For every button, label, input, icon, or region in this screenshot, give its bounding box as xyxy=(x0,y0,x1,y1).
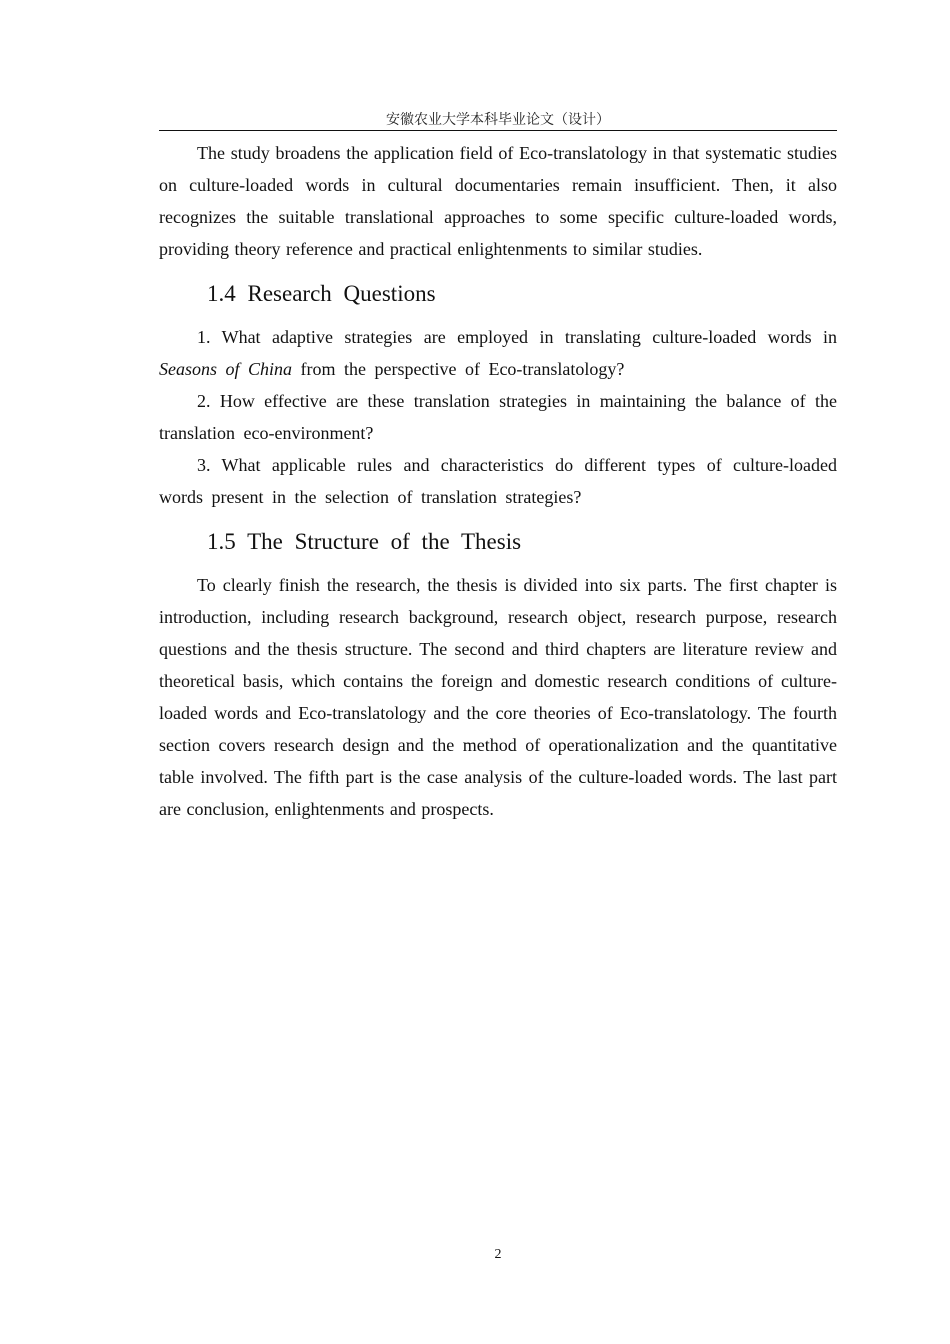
research-question-1 xyxy=(159,321,837,385)
research-question-3: 3. What applicable rules and characteristics do different types of culture-loaded words present in the selection of translation strategies? xyxy=(159,455,837,507)
question-1-text-end: from the perspective of Eco-translatology? xyxy=(292,359,625,379)
section-heading-thesis-structure: 1.5 The Structure of the Thesis xyxy=(207,529,522,554)
structure-paragraph: To clearly finish the research, the thesis is divided into six parts. The first chapter is introduction, including research background, research object, research purpose, research questions and the thesis structure. The second and third chapters are literature review and theoretical basis, which contains the foreign and domestic research conditions of culture-loaded words and Eco-translatology and the core theories of Eco-translatology. The fourth section covers research design and the method of operationalization and the quantitative table involved. The fifth part is the case analysis of the culture-loaded words. The last part are conclusion, enlightenments and prospects. xyxy=(159,575,837,819)
section-heading-research-questions: 1.4 Research Questions xyxy=(207,281,436,306)
question-1-text-start: 1. What adaptive strategies are employed in translating culture-loaded words in xyxy=(197,327,837,347)
research-question-2: 2. How effective are these translation strategies in maintaining the balance of the translation eco-environment? xyxy=(159,391,837,443)
header-rule xyxy=(159,130,837,131)
page-number: 2 xyxy=(494,1247,502,1262)
intro-paragraph: The study broadens the application field of Eco-translatology in that systematic studies on culture-loaded words in cultural documentaries remain insufficient. Then, it also recognizes the suitable translational approaches to some specific culture-loaded words, providing theory reference and practical enlightenments to similar studies. xyxy=(159,143,837,259)
page-body xyxy=(159,137,837,825)
running-header: 安徽农业大学本科毕业论文（设计） xyxy=(386,112,610,128)
documentary-title: Seasons of China xyxy=(159,359,293,379)
